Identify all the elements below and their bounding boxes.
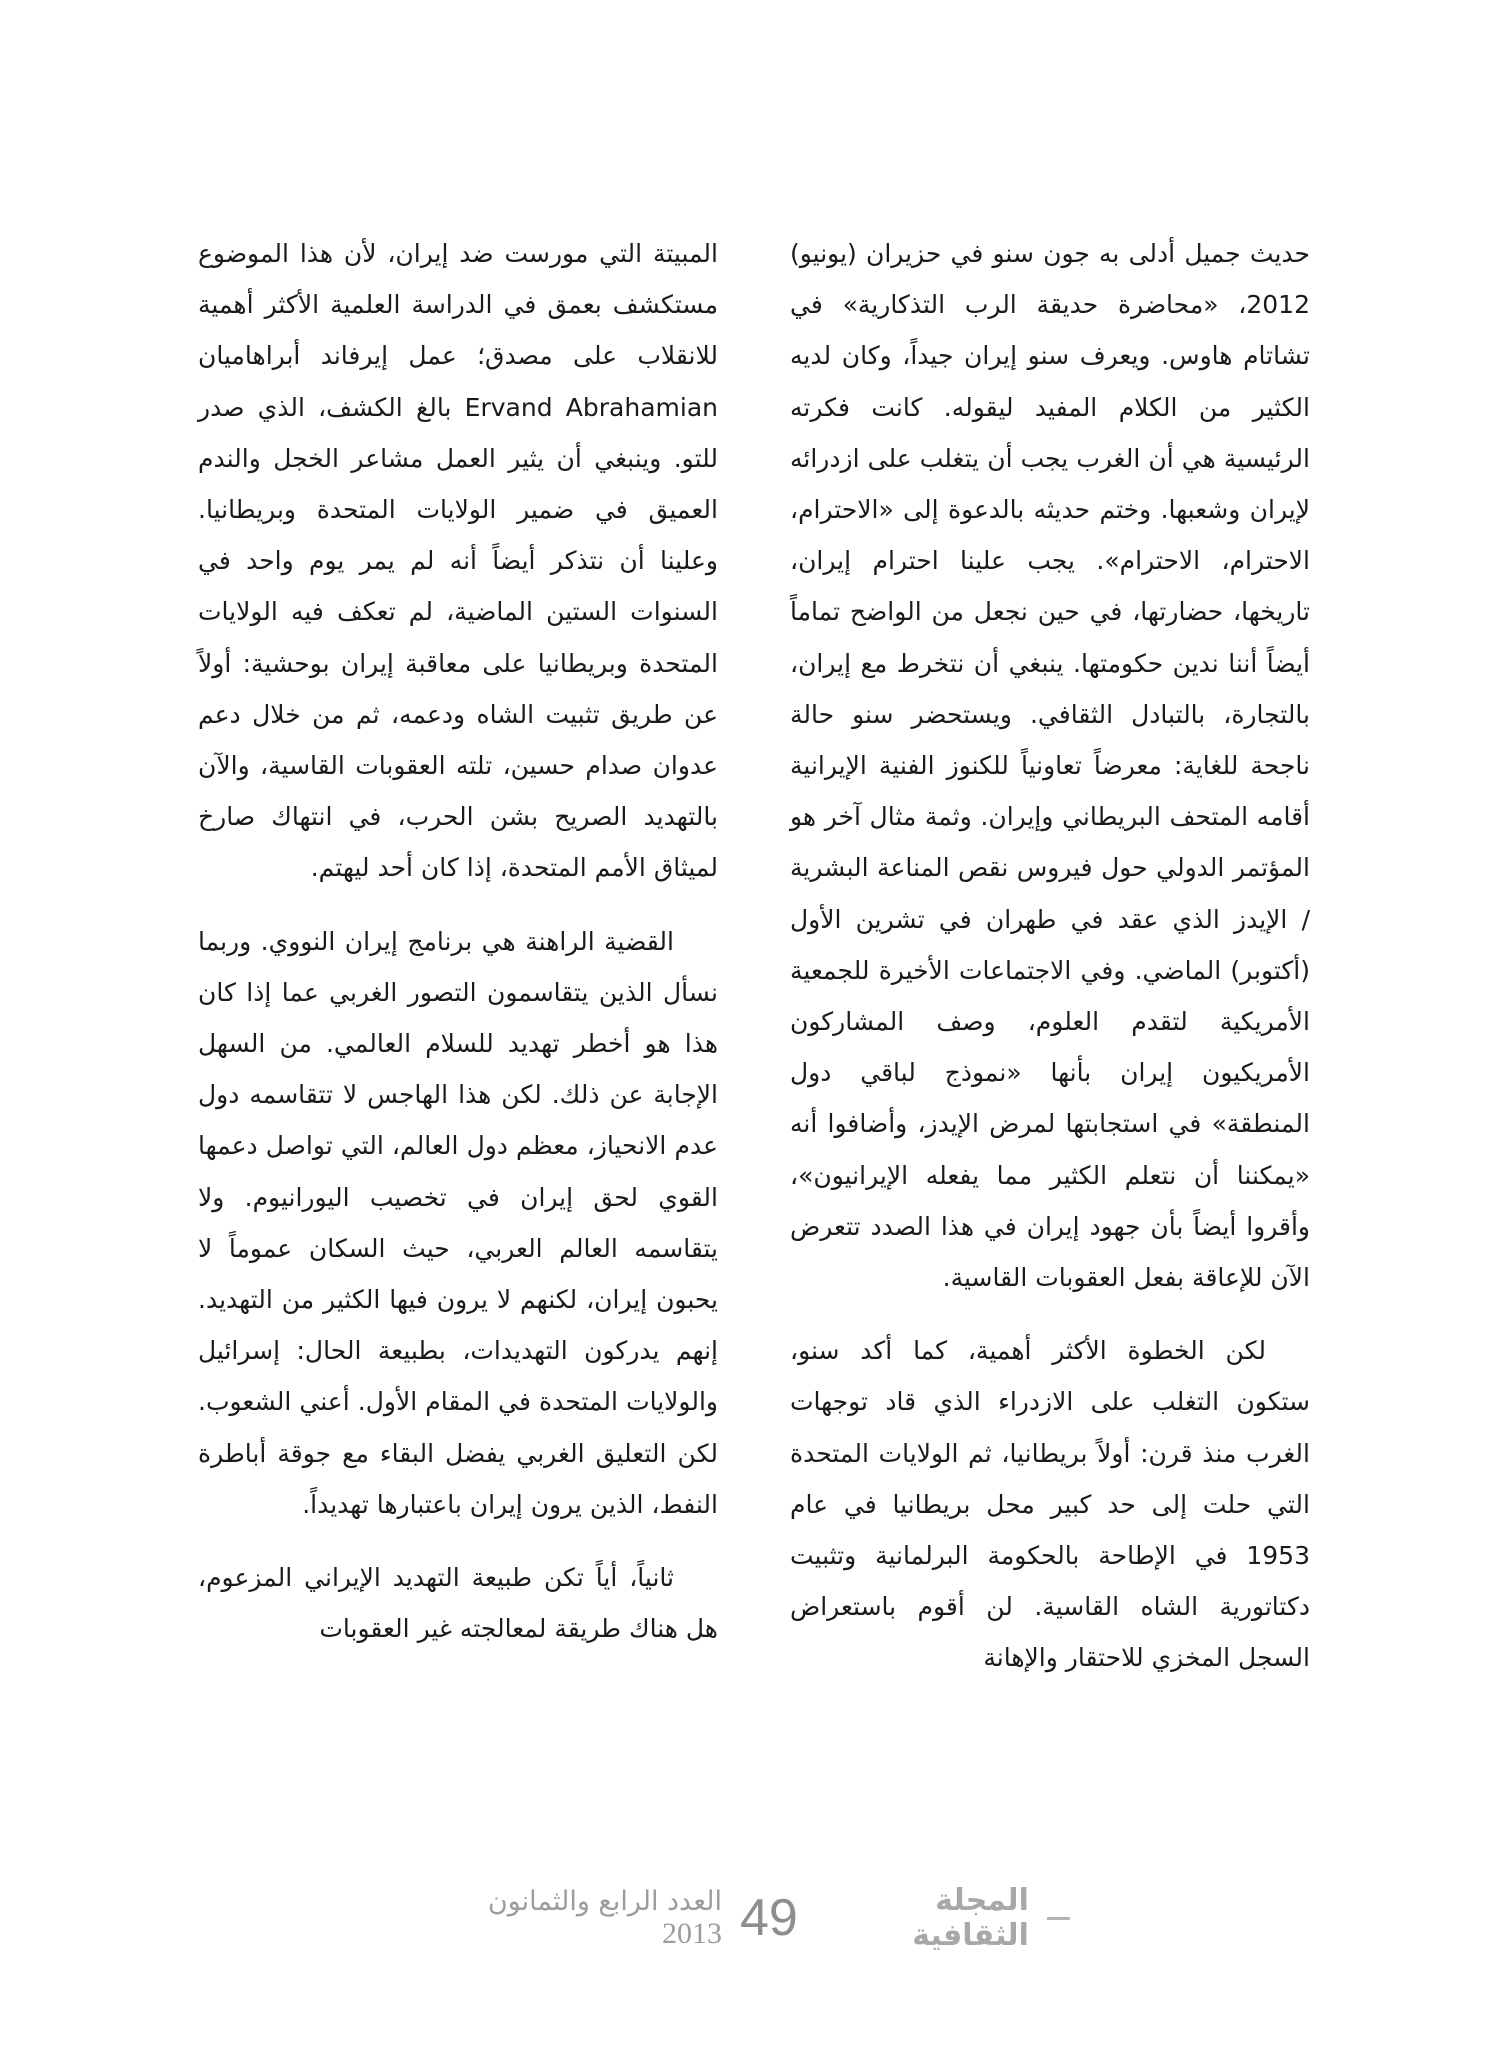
issue-name: العدد الرابع والثمانون xyxy=(487,1885,722,1917)
magazine-title: المجلة الثقافية xyxy=(912,1883,1029,1953)
text-column-right xyxy=(790,228,1310,1684)
page-number: 49 xyxy=(739,1889,798,1947)
issue-label xyxy=(430,1886,722,1951)
page-footer xyxy=(430,1883,1070,1953)
issue-year: 2013 xyxy=(661,1916,722,1950)
text-column-left xyxy=(198,228,718,1654)
footer-rule xyxy=(1047,1917,1070,1920)
paragraph: القضية الراهنة هي برنامج إيران النووي. وربما نسأل الذين يتقاسمون التصور الغربي عما إذا كان هذا هو أخطر تهديد للسلام العالمي. من السهل الإجابة عن ذلك. لكن هذا الهاجس لا تتقاسمه دول عدم الانحياز، معظم دول العالم، التي تواصل دعمها القوي لحق إيران في تخصيب اليورانيوم. ولا يتقاسمه العالم العربي، حيث السكان عموماً لا يحبون إيران، لكنهم لا يرون فيها الكثير من التهديد. إنهم يدركون التهديدات، بطبيعة الحال: إسرائيل والولايات المتحدة في المقام الأول. أعني الشعوب. لكن التعليق الغربي يفضل البقاء مع جوقة أباطرة النفط، الذين يرون إيران باعتبارها تهديداً. xyxy=(198,926,718,1519)
paragraph: لكن الخطوة الأكثر أهمية، كما أكد سنو، ستكون التغلب على الازدراء الذي قاد توجهات الغرب منذ قرن: أولاً بريطانيا، ثم الولايات المتحدة التي حلت إلى حد كبير محل بريطانيا في عام 1953 في الإطاحة بالحكومة البرلمانية وتثبيت دكتاتورية الشاه القاسية. لن أقوم باستعراض السجل المخزي للاحتقار والإهانة xyxy=(790,1336,1310,1673)
paragraph: حديث جميل أدلى به جون سنو في حزيران (يونيو) 2012، «محاضرة حديقة الرب التذكارية» في تشاتام هاوس. ويعرف سنو إيران جيداً، وكان لديه الكثير من الكلام المفيد ليقوله. كانت فكرته الرئيسية هي أن الغرب يجب أن يتغلب على ازدرائه لإيران وشعبها. وختم حديثه بالدعوة إلى «الاحترام، الاحترام، الاحترام». يجب علينا احترام إيران، تاريخها، حضارتها، في حين نجعل من الواضح تماماً أيضاً أننا ندين حكومتها. ينبغي أن نتخرط مع إيران، بالتجارة، بالتبادل الثقافي. ويستحضر سنو حالة ناجحة للغاية: معرضاً تعاونياً للكنوز الفنية الإيرانية أقامه المتحف البريطاني وإيران. وثمة مثال آخر هو المؤتمر الدولي حول فيروس نقص المناعة البشرية / الإيدز الذي عقد في طهران في تشرين الأول (أكتوبر) الماضي. وفي الاجتماعات الأخيرة للجمعية الأمريكية لتقدم العلوم، وصف المشاركون الأمريكيون إيران بأنها «نموذج لباقي دول المنطقة» في استجابتها لمرض الإيدز، وأضافوا أنه «يمكننا أن نتعلم الكثير مما يفعله الإيرانيون»، وأقروا أيضاً بأن جهود إيران في هذا الصدد تتعرض الآن للإعاقة بفعل العقوبات القاسية. xyxy=(790,239,1310,1293)
paragraph: المبيتة التي مورست ضد إيران، لأن هذا الموضوع مستكشف بعمق في الدراسة العلمية الأكثر أهمية للانقلاب على مصدق؛ عمل إيرفاند أبراهاميان Ervand Abrahamian بالغ الكشف، الذي صدر للتو. وينبغي أن يثير العمل مشاعر الخجل والندم العميق في ضمير الولايات المتحدة وبريطانيا. وعلينا أن نتذكر أيضاً أنه لم يمر يوم واحد في السنوات الستين الماضية، لم تعكف فيه الولايات المتحدة وبريطانيا على معاقبة إيران بوحشية: أولاً عن طريق تثبيت الشاه ودعمه، ثم من خلال دعم عدوان صدام حسين، تلته العقوبات القاسية، والآن بالتهديد الصريح بشن الحرب، في انتهاك صارخ لميثاق الأمم المتحدة، إذا كان أحد ليهتم. xyxy=(198,239,718,883)
paragraph: ثانياً، أياً تكن طبيعة التهديد الإيراني المزعوم، هل هناك طريقة لمعالجته غير العقوبات xyxy=(198,1563,718,1644)
